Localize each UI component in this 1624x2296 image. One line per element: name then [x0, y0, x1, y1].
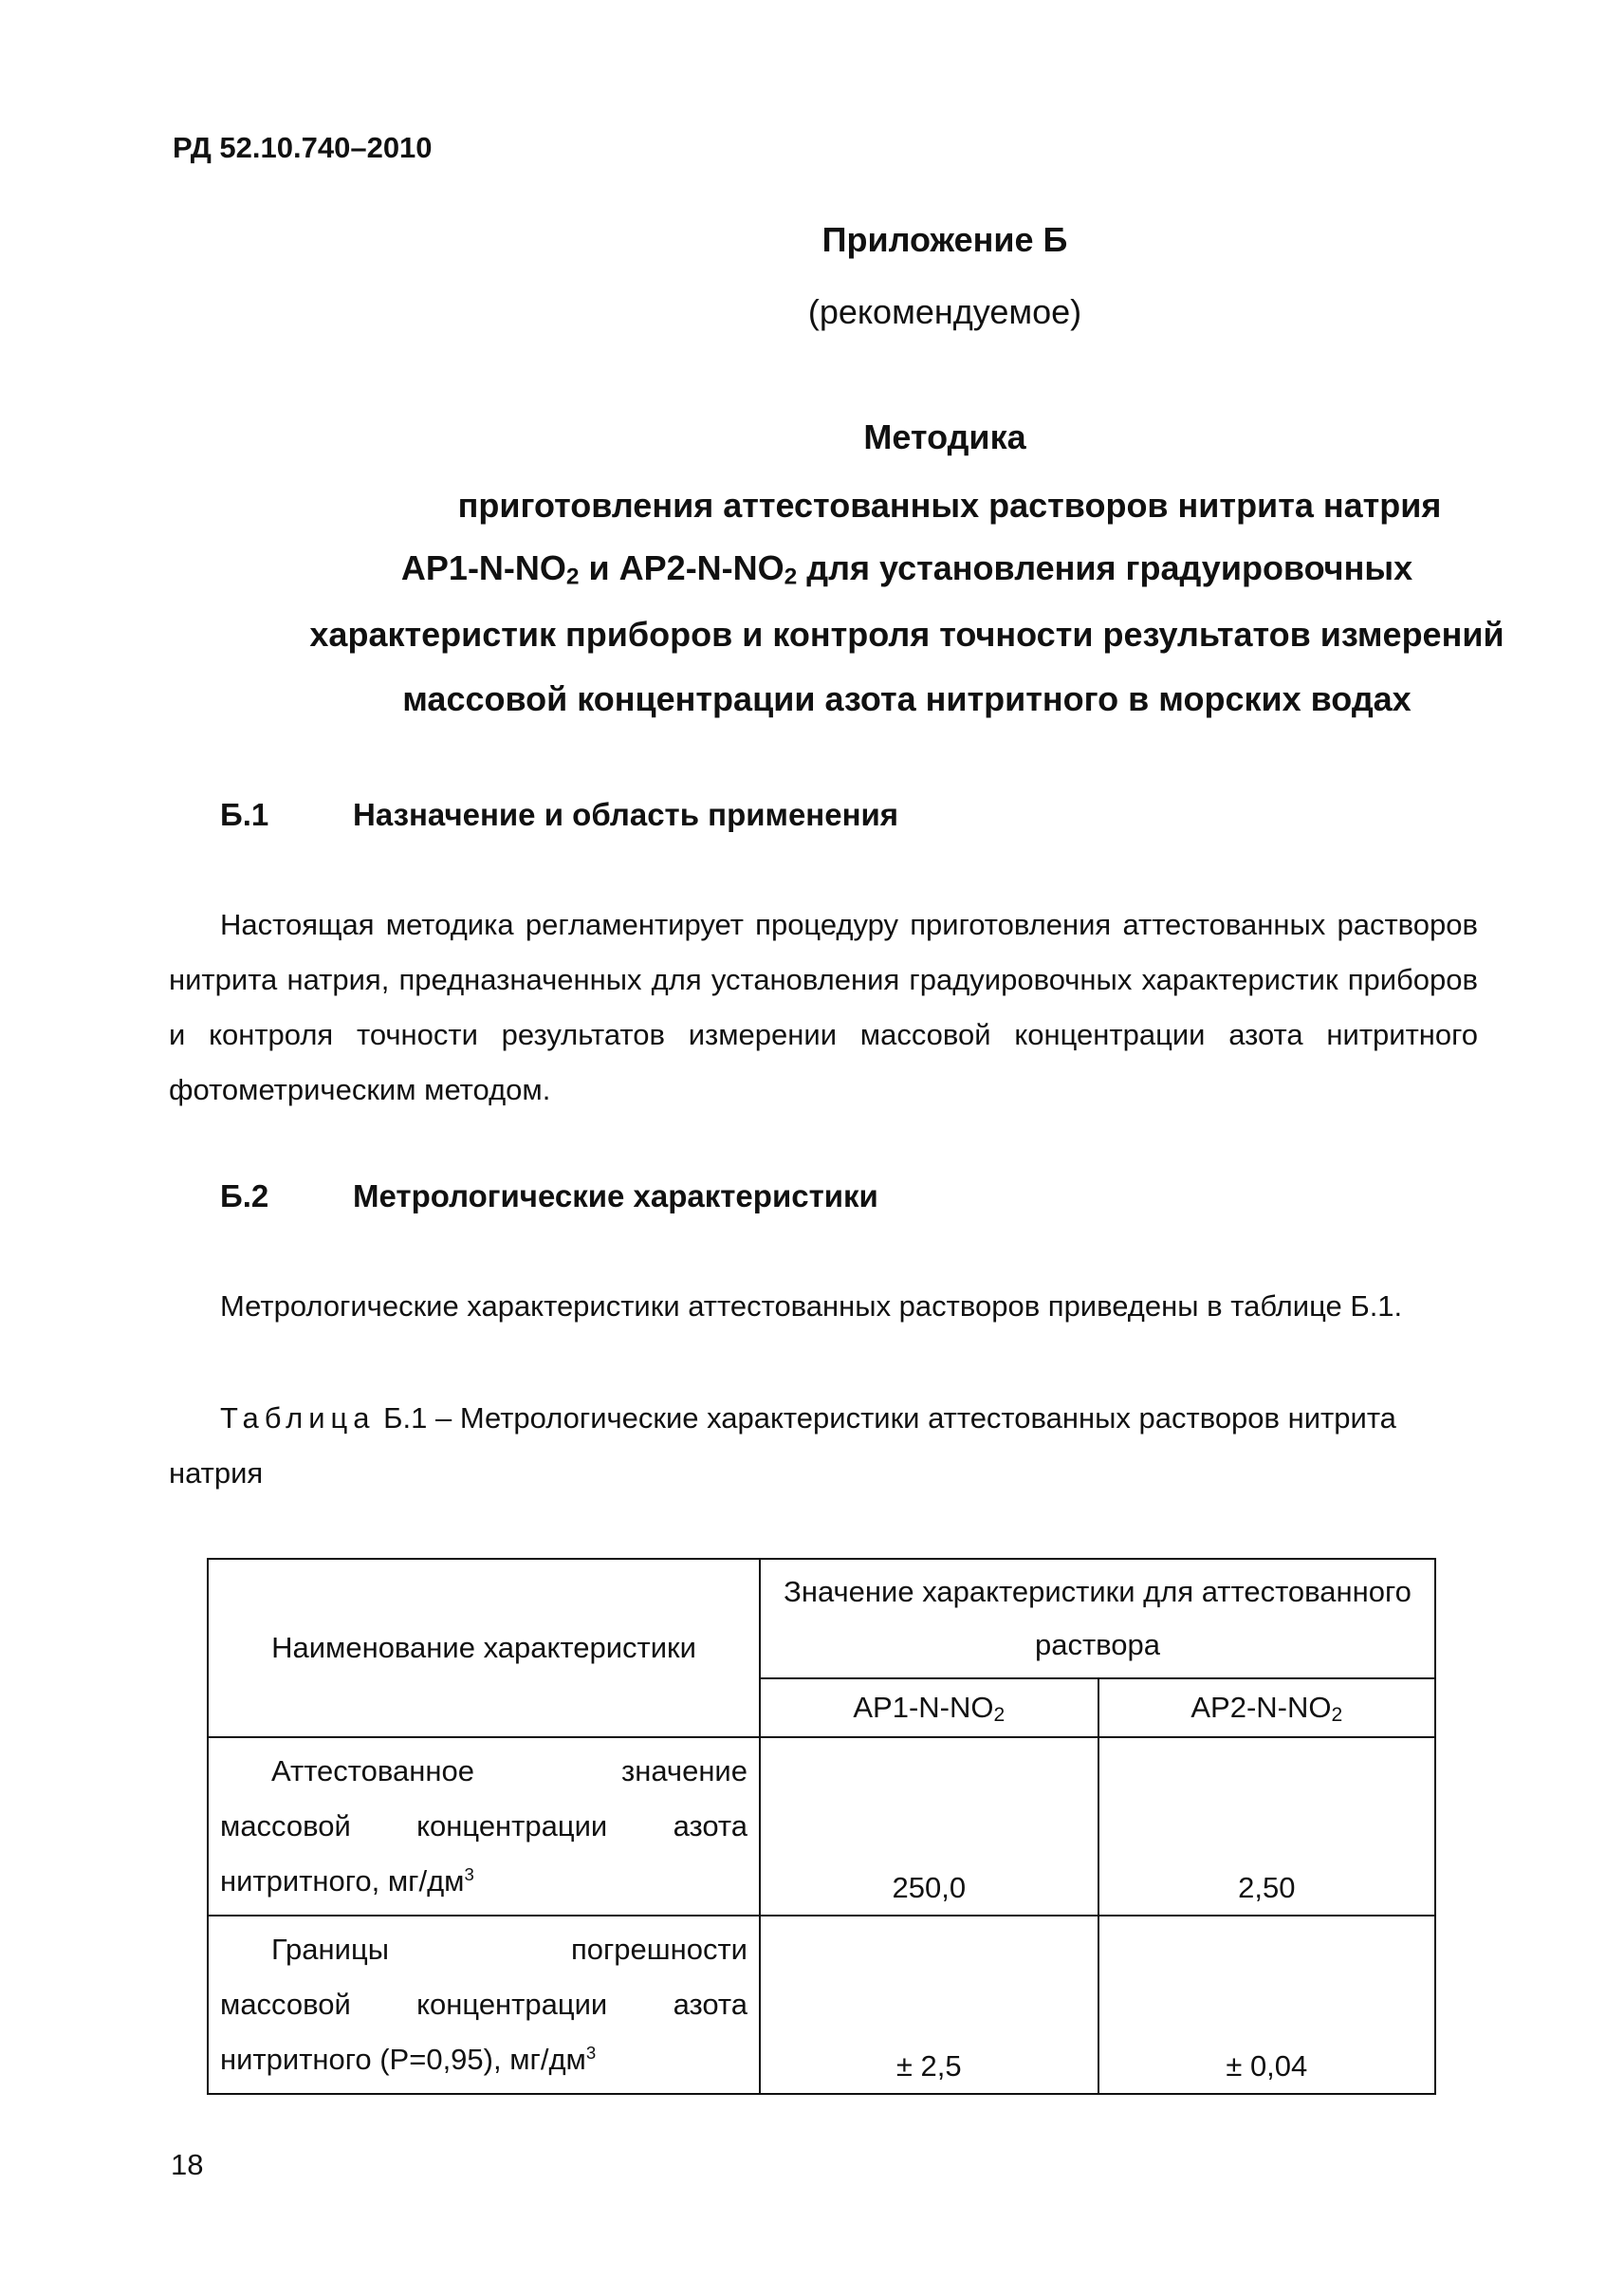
header-ap2-text: АР2-N-NO [1190, 1691, 1332, 1724]
section-1-title: Назначение и область применения [353, 797, 899, 832]
row-2-name-word: массовой [220, 1988, 351, 2021]
header-ap1-text: АР1-N-NO [853, 1691, 994, 1724]
method-line2-part-c: для установления градуировочных [797, 548, 1413, 587]
row-1-value-ap1: 250,0 [760, 1737, 1098, 1916]
table-row [208, 1916, 1435, 2094]
header-ap1 [760, 1678, 1098, 1737]
row-1-name [208, 1737, 760, 1916]
table-caption-word: Таблица [220, 1401, 376, 1435]
row-2-name-word: Границы [271, 1933, 389, 1966]
row-1-name-word: массовой [220, 1809, 351, 1842]
method-title-line-3: характеристик приборов и контроля точности результатов измерений [309, 615, 1504, 654]
row-1-name-word: азота [673, 1809, 747, 1842]
section-1-number: Б.1 [220, 797, 269, 832]
row-2-name-word: погрешности [570, 1933, 747, 1966]
section-2-number: Б.2 [220, 1178, 269, 1213]
table-header-row [208, 1559, 1435, 1678]
header-ap2 [1098, 1678, 1435, 1737]
section-2-text: Метрологические характеристики аттестованных растворов приведены в таблице Б.1. [220, 1289, 1403, 1323]
section-1-paragraph [169, 898, 1478, 1118]
row-1-value-ap2: 2,50 [1098, 1737, 1435, 1916]
row-2-value-ap2: ± 0,04 [1098, 1916, 1435, 2094]
method-title-line-1: приготовления аттестованных растворов нитрита натрия [457, 486, 1442, 525]
section-2-paragraph [169, 1279, 1478, 1334]
row-1-name-word: значение [621, 1754, 747, 1787]
header-characteristic-name: Наименование характеристики [208, 1559, 760, 1737]
appendix-subtitle: (рекомендуемое) [807, 292, 1082, 331]
row-2-name-word: азота [673, 1988, 747, 2021]
row-2-value-ap1: ± 2,5 [760, 1916, 1098, 2094]
header-value-group: Значение характеристики для аттестованного раствора [760, 1559, 1435, 1678]
header-ap2-subscript: 2 [1331, 1703, 1343, 1726]
table-caption-text: Б.1 – Метрологические характеристики аттестованных растворов нитрита натрия [169, 1401, 1396, 1490]
method-line2-part-a: АР1-N-NO [400, 548, 566, 587]
method-title-line-4: массовой концентрации азота нитритного в морских водах [402, 679, 1412, 718]
section-2-title: Метрологические характеристики [353, 1178, 878, 1213]
method-line2-subscript-2: 2 [784, 564, 798, 590]
row-1-name-word: концентрации [416, 1809, 608, 1842]
row-2-unit-superscript: 3 [585, 2042, 597, 2063]
method-title-line-2 [95, 548, 1624, 588]
row-1-unit-superscript: 3 [464, 1863, 474, 1884]
row-2-name-unit: нитритного (Р=0,95), мг/дм [220, 2043, 586, 2076]
table-caption [169, 1391, 1478, 1501]
row-1-name-unit: нитритного, мг/дм [220, 1864, 465, 1898]
method-line2-part-b: и АР2-N-NO [579, 548, 784, 587]
method-line2-subscript-1: 2 [565, 564, 580, 590]
appendix-title: Приложение Б [821, 220, 1068, 259]
header-ap1-subscript: 2 [993, 1703, 1006, 1726]
method-title: Методика [863, 417, 1026, 456]
row-2-name [208, 1916, 760, 2094]
section-1-text: Настоящая методика регламентирует процедуру приготовления аттестованных растворов нитрита натрия, предназначенных для установления градуировочных характеристик приборов и контроля точности результатов измерении массовой концентрации азота нитритного фотометрическим методом. [169, 908, 1478, 1106]
row-2-name-word: концентрации [416, 1988, 608, 2021]
row-1-name-word: Аттестованное [271, 1754, 474, 1787]
metrology-table [207, 1558, 1436, 2095]
page-number: 18 [171, 2148, 204, 2181]
document-code: РД 52.10.740–2010 [173, 131, 433, 164]
table-row [208, 1737, 1435, 1916]
